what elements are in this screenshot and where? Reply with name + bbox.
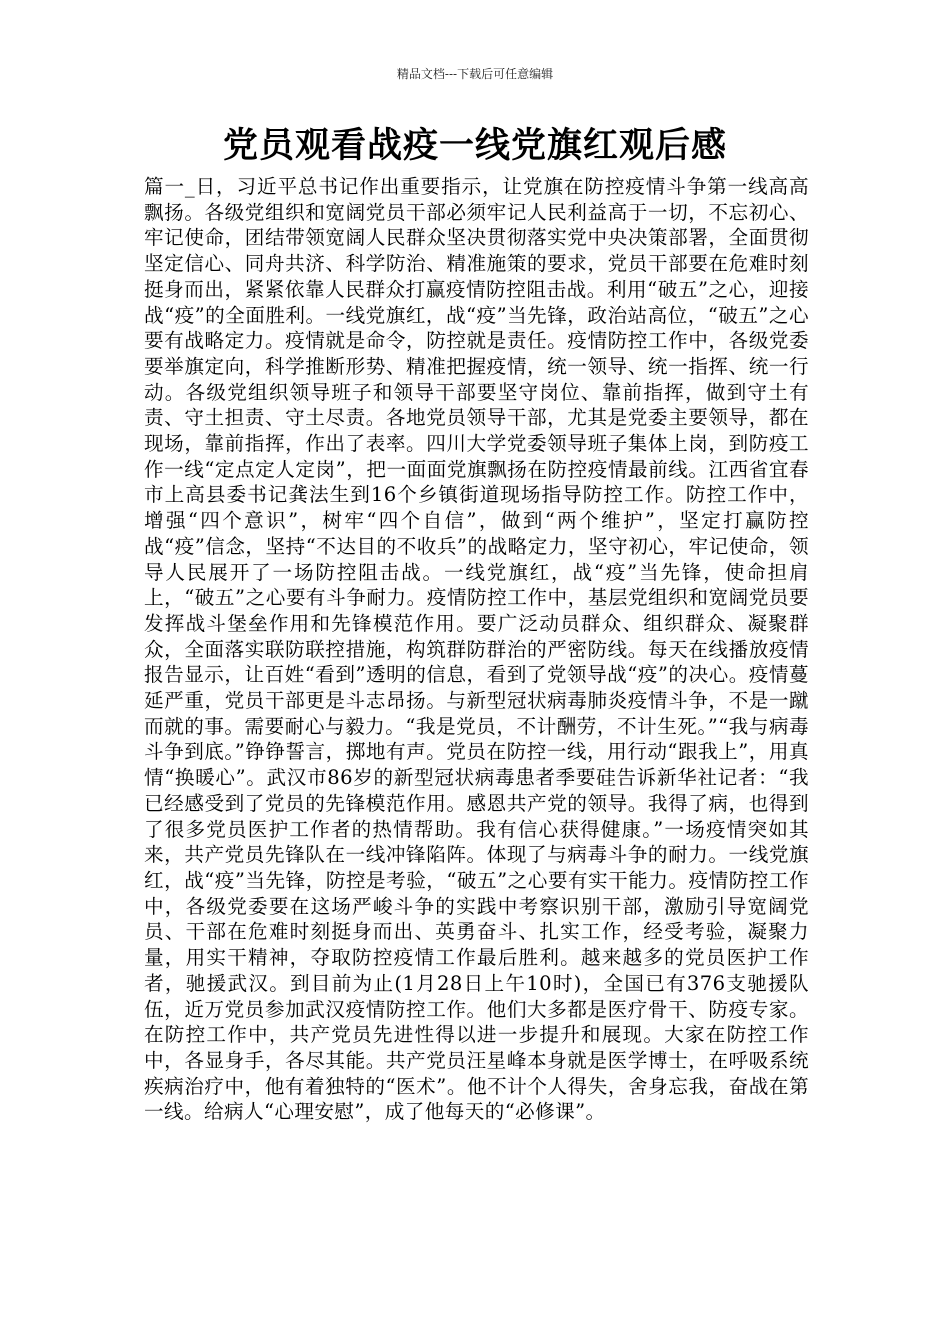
header-note: 精品文档---下载后可任意编辑	[396, 67, 554, 81]
document-title: 党员观看战疫一线党旗红观后感	[222, 126, 727, 166]
body-paragraph: 篇一_日，习近平总书记作出重要指示，让党旗在防控疫情斗争第一线高高飘扬。各级党组织和宽阔党员干部必须牢记人民利益高于一切，不忘初心、牢记使命，团结带领宽阔人民群众坚决贯彻落实党中央决策部署，全面贯彻坚定信心、同舟共济、科学防治、精准施策的要求，党员干部要在危难时刻挺身而出，紧紧依靠人民群众打赢疫情防控阻击战。利用“破五”之心，迎接战“疫”的全面胜利。一线党旗红，战“疫”当先锋，政治站高位，“破五”之心要有战略定力。疫情就是命令，防控就是责任。疫情防控工作中，各级党委要举旗定向，科学推断形势、精准把握疫情，统一领导、统一指挥、统一行动。各级党组织领导班子和领导干部要坚守岗位、靠前指挥，做到守土有责、守土担责、守土尽责。各地党员领导干部，尤其是党委主要领导，都在现场，靠前指挥，作出了表率。四川大学党委领导班子集体上岗，到防疫工作一线“定点定人定岗”，把一面面党旗飘扬在防控疫情最前线。江西省宜春市上高县委书记龚法生到16个乡镇街道现场指导防控工作。防控工作中，增强“四个意识”，树牢“四个自信”，做到“两个维护”，坚定打赢防控战“疫”信念，坚持“不达目的不收兵”的战略定力，坚守初心，牢记使命，领导人民展开了一场防控阻击战。一线党旗红，战“疫”当先锋，使命担肩上，“破五”之心要有斗争耐力。疫情防控工作中，基层党组织和宽阔党员要发挥战斗堡垒作用和先锋模范作用。要广泛动员群众、组织群众、凝聚群众，全面落实联防联控措施，构筑群防群治的严密防线。每天在线播放疫情报告显示，让百姓“看到”透明的信息，看到了党领导战“疫”的决心。疫情蔓延严重，党员干部更是斗志昂扬。与新型冠状病毒肺炎疫情斗争，不是一蹴而就的事。需要耐心与毅力。“我是党员，不计酬劳，不计生死。”“我与病毒斗争到底。”铮铮誓言，掷地有声。党员在防控一线，用行动“跟我上”，用真情“换暖心”。武汉市86岁的新型冠状病毒患者季要硅告诉新华社记者：“我已经感受到了党员的先锋模范作用。感恩共产党的领导。我得了病，也得到了很多党员医护工作者的热情帮助。我有信心获得健康。”一场疫情突如其来，共产党员先锋队在一线冲锋陷阵。体现了与病毒斗争的耐力。一线党旗红，战“疫”当先锋，防控是考验，“破五”之心要有实干能力。疫情防控工作中，各级党委要在这场严峻斗争的实践中考察识别干部，激励引导宽阔党员、干部在危难时刻挺身而出、英勇奋斗、扎实工作，经受考验，凝聚力量，用实干精神，夺取防控疫情工作最后胜利。越来越多的党员医护工作者，驰援武汉。到目前为止(1月28日上午10时)，全国已有376支驰援队伍，近万党员参加武汉疫情防控工作。他们大多都是医疗骨干、防疫专家。在防控工作中，共产党员先进性得以进一步提升和展现。大家在防控工作中，各显身手，各尽其能。共产党员汪星峰本身就是医学博士，在呼吸系统疾病治疗中，他有着独特的“医术”。他不计个人得失，舍身忘我，奋战在第一线。给病人“心理安慰”，成了他每天的“必修课”。	[144, 175, 809, 1124]
